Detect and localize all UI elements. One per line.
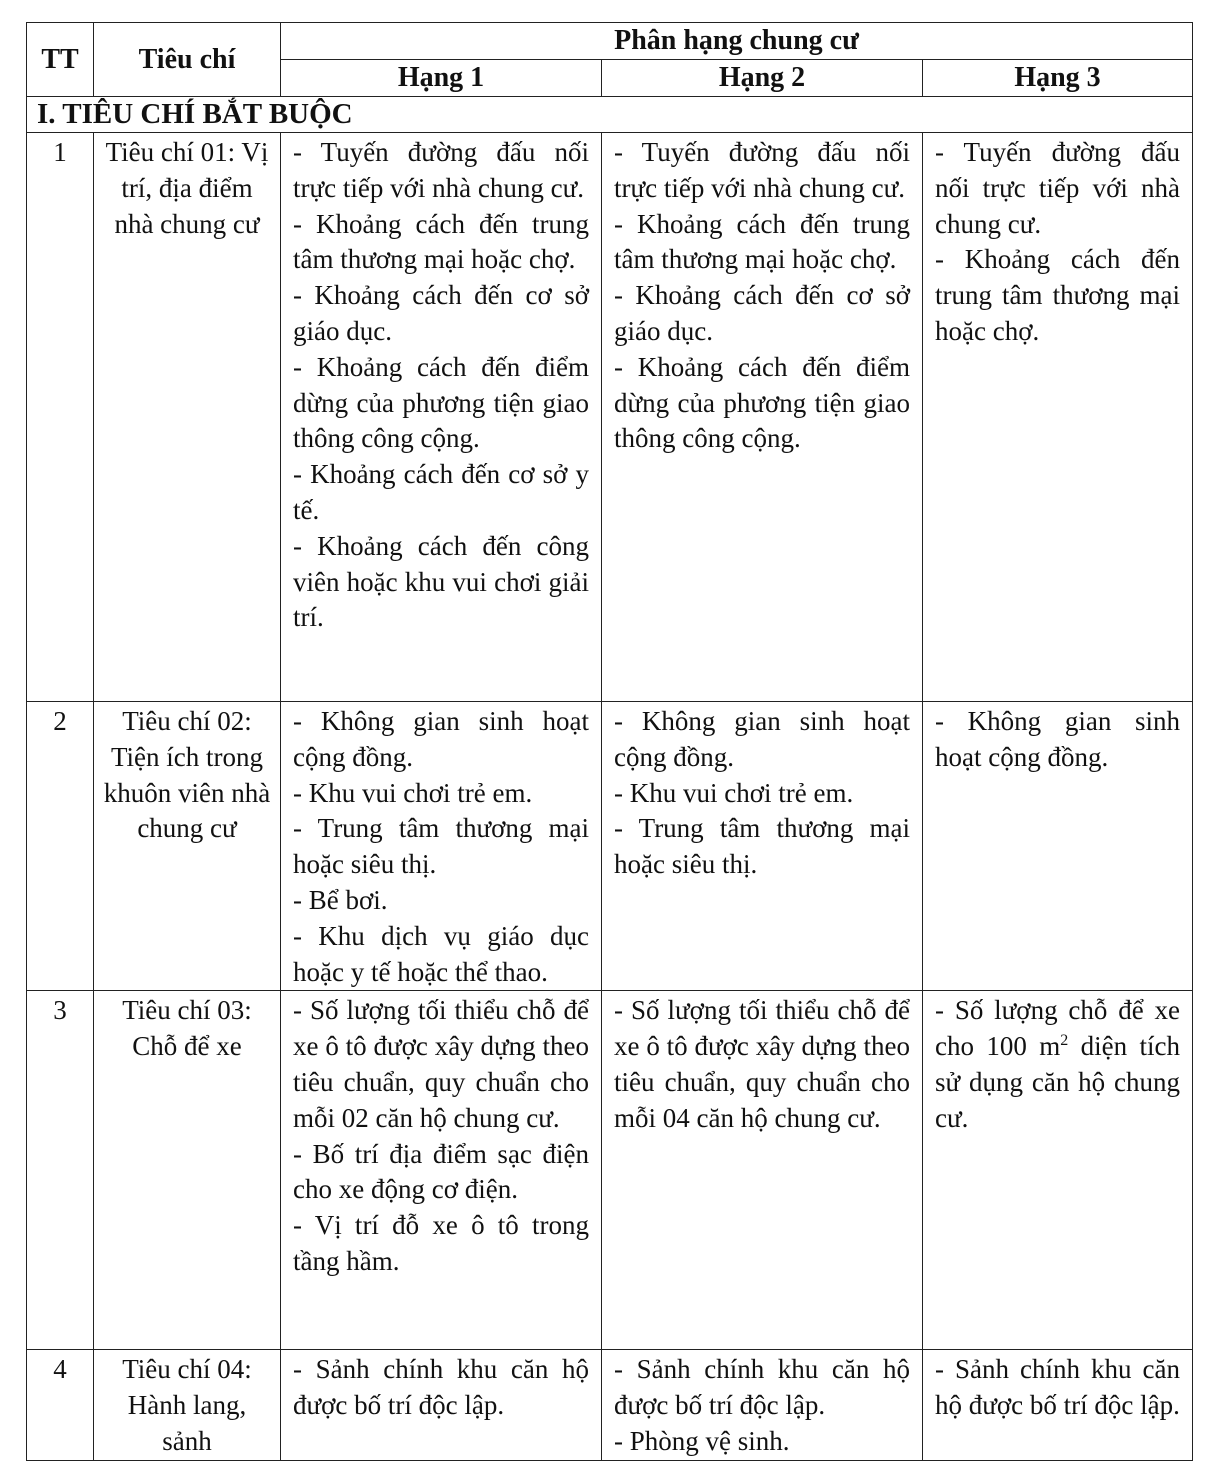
rank2-cell (602, 991, 923, 1350)
list-item: - Số lượng tối thiểu chỗ để xe ô tô được xây dựng theo tiêu chuẩn, quy chuẩn cho mỗi 02 căn hộ chung cư. (293, 995, 589, 1133)
rank3-text-post: diện tích sử dụng căn hộ chung cư. (935, 1031, 1181, 1133)
rank2-cell (602, 133, 923, 702)
rank2-cell (602, 1350, 923, 1460)
list-item: - Không gian sinh hoạt cộng đồng. (614, 706, 910, 772)
list-item: - Khoảng cách đến cơ sở y tế. (293, 459, 589, 525)
table-row (27, 991, 1193, 1350)
row-number: 2 (27, 702, 94, 991)
row-number: 1 (27, 133, 94, 702)
header-tt: TT (27, 23, 94, 97)
rank3-cell (923, 991, 1193, 1350)
rank1-cell (281, 133, 602, 702)
list-item: - Bể bơi. (293, 884, 388, 915)
list-item: - Không gian sinh hoạt cộng đồng. (293, 706, 589, 772)
header-criteria: Tiêu chí (94, 23, 281, 97)
row-number: 3 (27, 991, 94, 1350)
row-criterion: Tiêu chí 02: Tiện ích trong khuôn viên nhà chung cư (94, 702, 281, 991)
rank1-cell (281, 1350, 602, 1460)
list-item: - Khu vui chơi trẻ em. (293, 777, 533, 808)
list-item: - Khu dịch vụ giáo dục hoặc y tế hoặc thể thao. (293, 920, 589, 987)
header-rank1: Hạng 1 (281, 60, 602, 97)
list-item: - Khoảng cách đến cơ sở giáo dục. (614, 280, 910, 346)
list-item: - Trung tâm thương mại hoặc siêu thị. (614, 813, 910, 880)
list-item: - Khoảng cách đến cơ sở giáo dục. (293, 280, 589, 346)
list-item: - Khoảng cách đến điểm dừng của phương tiện giao thông công cộng. (293, 351, 589, 454)
list-item: - Sảnh chính khu căn hộ được bố trí độc lập. (935, 1354, 1181, 1421)
list-item: - Sảnh chính khu căn hộ được bố trí độc lập. (614, 1354, 910, 1421)
list-item: - Vị trí đỗ xe ô tô trong tầng hầm. (293, 1210, 589, 1276)
row-number: 4 (27, 1350, 94, 1460)
list-item: - Tuyến đường đấu nối trực tiếp với nhà chung cư. (293, 137, 589, 203)
list-item: - Khoảng cách đến trung tâm thương mại hoặc chợ. (614, 208, 910, 275)
table-row (27, 702, 1193, 991)
list-item: - Phòng vệ sinh. (614, 1425, 790, 1456)
list-item: - Số lượng tối thiểu chỗ để xe ô tô được xây dựng theo tiêu chuẩn, quy chuẩn cho mỗi 04 căn hộ chung cư. (614, 995, 910, 1133)
list-item: - Khoảng cách đến điểm dừng của phương tiện giao thông công cộng. (614, 351, 910, 454)
superscript-exponent: 2 (1060, 1032, 1069, 1050)
header-row (27, 23, 1193, 60)
list-item: - Khoảng cách đến trung tâm thương mại hoặc chợ. (293, 208, 589, 275)
list-item (935, 993, 1180, 1136)
rank1-cell (281, 991, 602, 1350)
row-criterion: Tiêu chí 01: Vị trí, địa điểm nhà chung cư (94, 133, 281, 702)
list-item: - Trung tâm thương mại hoặc siêu thị. (293, 813, 589, 880)
table-row (27, 133, 1193, 702)
rank3-cell (923, 133, 1193, 702)
document-page (26, 22, 1192, 1461)
header-rank3: Hạng 3 (923, 60, 1193, 97)
list-item: - Sảnh chính khu căn hộ được bố trí độc lập. (293, 1354, 589, 1421)
list-item: - Khoảng cách đến công viên hoặc khu vui chơi giải trí. (293, 530, 589, 633)
list-item: - Không gian sinh hoạt cộng đồng. (935, 706, 1181, 772)
section-title: I. TIÊU CHÍ BẮT BUỘC (27, 97, 1193, 133)
row-criterion: Tiêu chí 04: Hành lang, sảnh (94, 1350, 281, 1460)
header-rank2: Hạng 2 (602, 60, 923, 97)
row-criterion: Tiêu chí 03: Chỗ để xe (94, 991, 281, 1350)
list-item: - Khu vui chơi trẻ em. (614, 777, 854, 808)
table-row (27, 1350, 1193, 1460)
list-item: - Khoảng cách đến trung tâm thương mại hoặc chợ. (935, 244, 1181, 346)
rank3-text-pre: - Số lượng chỗ để xe cho 100 m (935, 995, 1181, 1062)
rank3-cell (923, 1350, 1193, 1460)
list-item: - Tuyến đường đấu nối trực tiếp với nhà chung cư. (614, 137, 910, 203)
section-row (27, 97, 1193, 133)
rank1-cell (281, 702, 602, 991)
rank3-cell (923, 702, 1193, 991)
list-item: - Tuyến đường đấu nối trực tiếp với nhà chung cư. (935, 137, 1181, 239)
rank2-cell (602, 702, 923, 991)
list-item: - Bố trí địa điểm sạc điện cho xe động cơ điện. (293, 1138, 589, 1205)
apartment-classification-table (26, 22, 1193, 1461)
header-group: Phân hạng chung cư (281, 23, 1193, 60)
